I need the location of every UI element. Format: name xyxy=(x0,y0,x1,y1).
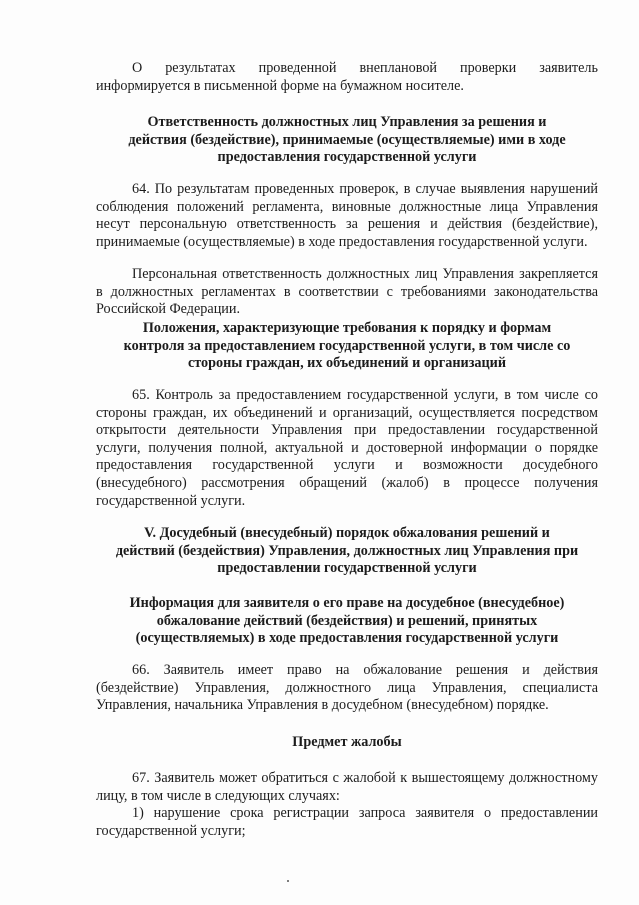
heading-line: (осуществляемых) в ходе предоставления государственной услуги xyxy=(135,630,559,647)
heading-info xyxy=(96,595,598,648)
heading-line: предоставления государственной услуги xyxy=(217,149,477,166)
paragraph-64-personal: Персональная ответственность должностных лиц Управления закрепляется в должностных регламентах в соответствии с требованиями законодательства Российской Федерации. xyxy=(96,266,598,318)
heading-line: Информация для заявителя о его праве на досудебное (внесудебное) xyxy=(129,595,565,611)
heading-line: V. Досудебный (внесудебный) порядок обжалования решений и xyxy=(144,525,550,541)
heading-control xyxy=(96,320,598,373)
heading-line: обжалование действий (бездействия) и решений, принятых xyxy=(156,612,538,629)
heading-line: Ответственность должностных лиц Управления за решения и xyxy=(147,114,547,130)
paragraph-65: 65. Контроль за предоставлением государственной услуги, в том числе со стороны граждан, их объединений и организаций, осуществляется посредством открытости деятельности Управления при предоставлении государственной услуги, получения полной, актуальной и достоверной информации о порядке предоставления государственной услуги и возможности досудебного (внесудебного) рассмотрения обращений (жалоб) в процессе получения государственной услуги. xyxy=(96,387,598,509)
heading-line: Положения, характеризующие требования к порядку и формам xyxy=(142,320,552,336)
list-item: 1) нарушение срока регистрации запроса заявителя о предоставлении государственной услуги; xyxy=(96,805,598,839)
heading-line: действий (бездействия) Управления, должностных лиц Управления при xyxy=(115,542,579,559)
section-v-heading xyxy=(96,525,598,578)
intro-paragraph: О результатах проведенной внеплановой проверки заявитель информируется в письменной форме на бумажном носителе. xyxy=(96,60,598,94)
paragraph-64: 64. По результатам проведенных проверок, в случае выявления нарушений соблюдения положений регламента, виновные должностные лица Управления несут персональную ответственность за решения и действия (бездействие), принимаемые (осуществляемые) в ходе предоставления государственной услуги. xyxy=(96,181,598,250)
heading-line: контроля за предоставлением государственной услуги, в том числе со xyxy=(123,337,571,354)
paragraph-66: 66. Заявитель имеет право на обжалование решения и действия (бездействие) Управления, должностного лица Управления, специалиста Управления, начальника Управления в досудебном (внесудебном) порядке. xyxy=(96,662,598,714)
heading-line: стороны граждан, их объединений и организаций xyxy=(187,355,507,372)
heading-line: действия (бездействие), принимаемые (осуществляемые) ими в ходе xyxy=(128,131,566,148)
paragraph-67: 67. Заявитель может обратиться с жалобой к вышестоящему должностному лицу, в том числе в следующих случаях: xyxy=(96,770,598,804)
scan-speck xyxy=(287,880,289,882)
heading-line: Предмет жалобы xyxy=(292,734,402,750)
heading-responsibility xyxy=(96,114,598,167)
heading-subject xyxy=(96,734,598,752)
heading-line: предоставлении государственной услуги xyxy=(217,560,477,577)
